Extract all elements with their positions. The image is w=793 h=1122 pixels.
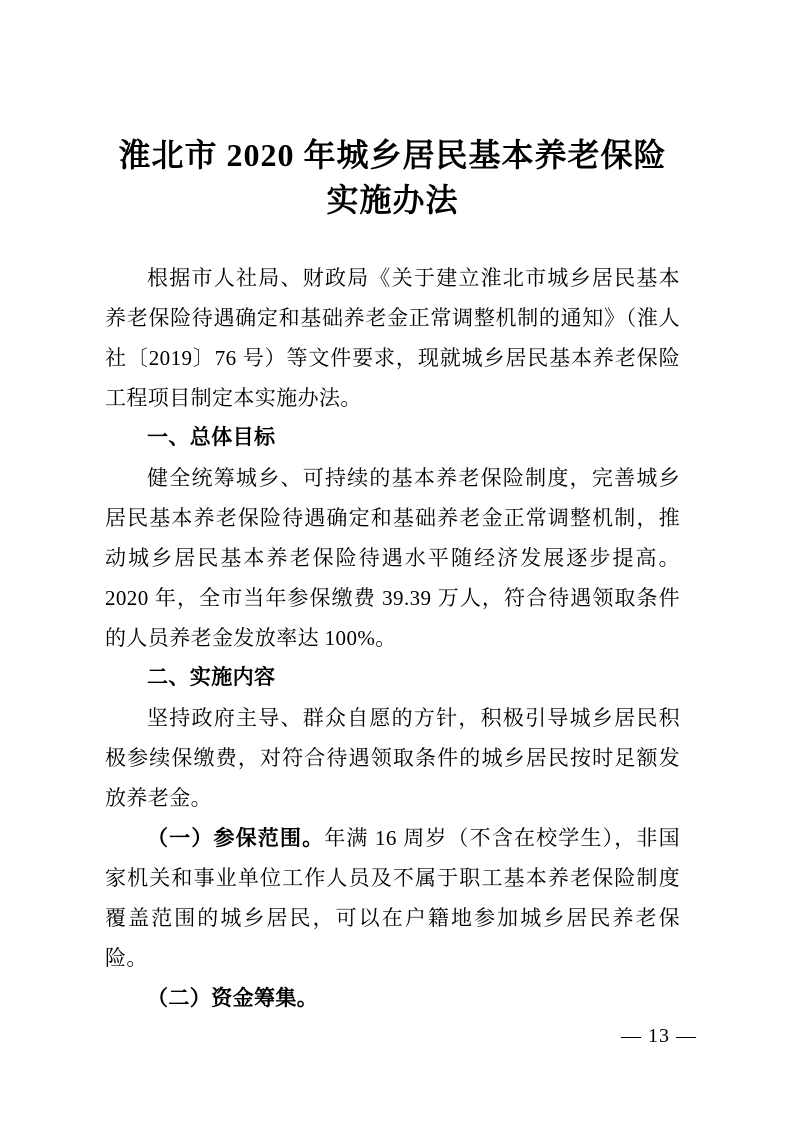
paragraph: 坚持政府主导、群众自愿的方针，积极引导城乡居民积极参续保缴费，对符合待遇领取条件的城乡居民按时足额发放养老金。 — [105, 706, 680, 810]
paragraph-bold-lead: （二）资金筹集。 — [147, 986, 319, 1010]
paragraph: 健全统筹城乡、可持续的基本养老保险制度，完善城乡居民基本养老保险待遇确定和基础养老金正常调整机制，推动城乡居民基本养老保险待遇水平随经济发展逐步提高。2020 年，全市当年参保缴费 39.39 万人，符合待遇领取条件的人员养老金发放率达 100%。 — [105, 466, 680, 650]
paragraph — [105, 978, 680, 1018]
paragraph: （一）参保范围。年满 16 周岁（不含在校学生），非国家机关和事业单位工作人员及不属于职工基本养老保险制度覆盖范围的城乡居民，可以在户籍地参加城乡居民养老保险。 — [105, 826, 680, 970]
document-title-line2: 实施办法 — [326, 182, 459, 218]
paragraph: 根据市人社局、财政局《关于建立淮北市城乡居民基本养老保险待遇确定和基础养老金正常调整机制的通知》（淮人社〔2019〕76 号）等文件要求，现就城乡居民基本养老保险工程项目制定本实施办法。 — [105, 266, 680, 410]
document-body — [105, 258, 680, 1018]
document-content — [105, 133, 680, 1018]
section-heading: 二、实施内容 — [147, 666, 276, 689]
document-title-line1: 淮北市 2020 年城乡居民基本养老保险 — [118, 137, 667, 173]
document-title — [105, 133, 680, 223]
page-number: — 13 — — [621, 1025, 697, 1047]
paragraph-bold-lead: （一）参保范围。 — [147, 826, 325, 850]
section-heading: 一、总体目标 — [147, 426, 276, 449]
